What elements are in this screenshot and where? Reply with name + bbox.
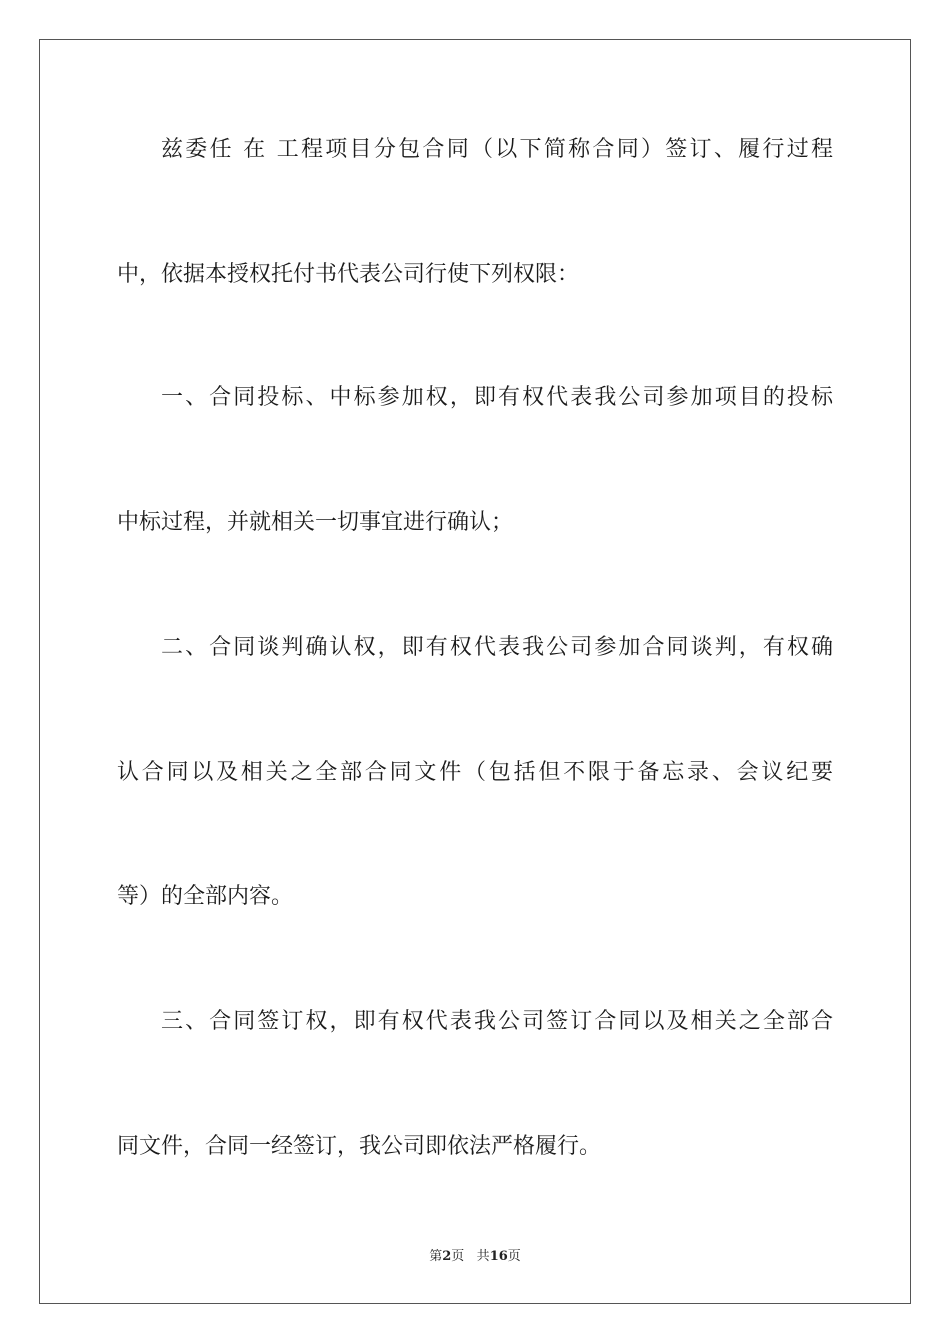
paragraph-3-line-3: 等）的全部内容。 bbox=[117, 884, 294, 909]
paragraph-3-line-2: 认合同以及相关之全部合同文件（包括但不限于备忘录、会议纪要 bbox=[117, 760, 833, 785]
total-suffix: 页 bbox=[507, 1249, 521, 1264]
page-border bbox=[39, 39, 911, 1304]
page-prefix: 第 bbox=[429, 1249, 443, 1264]
paragraph-4-line-1: 三、合同签订权，即有权代表我公司签订合同以及相关之全部合 bbox=[161, 1009, 833, 1034]
paragraph-4-line-2: 同文件，合同一经签订，我公司即依法严格履行。 bbox=[117, 1134, 602, 1159]
total-page-count: 16 bbox=[489, 1249, 508, 1264]
paragraph-1-line-1: 兹委任 在 工程项目分包合同（以下简称合同）签订、履行过程 bbox=[161, 137, 833, 162]
paragraph-1-line-2: 中，依据本授权托付书代表公司行使下列权限： bbox=[117, 262, 580, 287]
paragraph-3-line-1: 二、合同谈判确认权，即有权代表我公司参加合同谈判，有权确 bbox=[161, 635, 833, 660]
paragraph-2-line-2: 中标过程，并就相关一切事宜进行确认； bbox=[117, 510, 514, 535]
current-page-number: 2 bbox=[442, 1249, 452, 1264]
page-number-footer bbox=[0, 1245, 950, 1264]
page-suffix: 页 bbox=[451, 1249, 465, 1264]
total-prefix: 共 bbox=[476, 1249, 490, 1264]
paragraph-2-line-1: 一、合同投标、中标参加权，即有权代表我公司参加项目的投标 bbox=[161, 385, 833, 410]
